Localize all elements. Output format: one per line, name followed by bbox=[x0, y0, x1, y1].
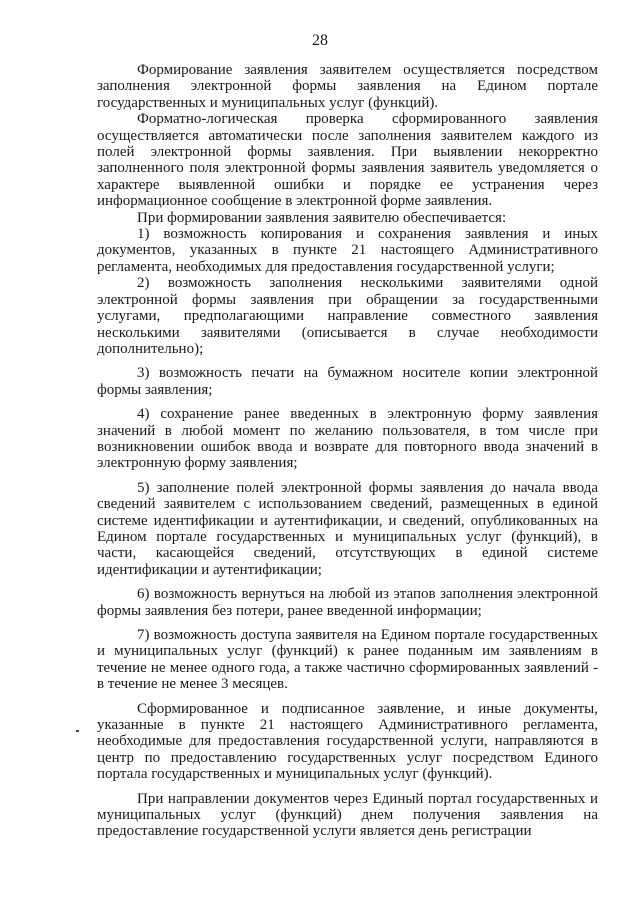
paragraph: При формировании заявления заявителю обеспечивается: bbox=[137, 209, 507, 226]
list-item: 2) возможность заполнения несколькими заявителями одной электронной формы заявления при обращении за государственными услугами, предполагающими направление совместного заявления несколькими заявителями (описывается в случае необходимости дополнительно); bbox=[97, 275, 598, 357]
list-item: 1) возможность копирования и сохранения заявления и иных документов, указанных в пункте 21 настоящего Административного регламента, необходимых для предоставления государственной услуги; bbox=[97, 226, 598, 275]
paragraph: Форматно-логическая проверка сформированного заявления осуществляется автоматически после заполнения заявителем каждого из полей электронной формы заявления. При выявлении некорректно заполненного поля электронной формы заявления заявитель уведомляется о характере выявленной ошибки и порядке ее устранения через информационное сообщение в электронной форме заявления. bbox=[97, 111, 598, 210]
page-number: 28 bbox=[312, 32, 328, 49]
list-item: 4) сохранение ранее введенных в электронную форму заявления значений в любой момент по желанию пользователя, в том числе при возникновении ошибок ввода и возврате для повторного ввода значений в электронную форму заявления; bbox=[97, 406, 598, 472]
list-item: 6) возможность вернуться на любой из этапов заполнения электронной формы заявления без потери, ранее введенной информации; bbox=[97, 586, 598, 619]
list-item: 7) возможность доступа заявителя на Едином портале государственных и муниципальных услуг (функций) к ранее поданным им заявлениям в течение не менее одного года, а также частично сформированных заявлений - в течение не менее 3 месяцев. bbox=[97, 627, 598, 693]
paragraph: Формирование заявления заявителем осуществляется посредством заполнения электронной формы заявления на Едином портале государственных и муниципальных услуг (функций). bbox=[97, 62, 598, 111]
paragraph: При направлении документов через Единый портал государственных и муниципальных услуг (функций) днем получения заявления на предоставление государственной услуги является день регистрации bbox=[97, 790, 598, 840]
margin-mark bbox=[76, 730, 79, 732]
list-item: 3) возможность печати на бумажном носителе копии электронной формы заявления; bbox=[97, 365, 598, 398]
list-item: 5) заполнение полей электронной формы заявления до начала ввода сведений заявителем с использованием сведений, размещенных в единой системе идентификации и аутентификации, и сведений, опубликованных на Едином портале государственных и муниципальных услуг (функций), в части, касающейся сведений, отсутствующих в единой системе идентификации и аутентификации; bbox=[97, 479, 598, 578]
paragraph: Сформированное и подписанное заявление, и иные документы, указанные в пункте 21 настоящего Административного регламента, необходимые для предоставления государственной услуги, направляются в центр по предоставлению государственных услуг посредством Единого портала государственных и муниципальных услуг (функций). bbox=[97, 700, 598, 783]
document-body bbox=[97, 62, 598, 840]
